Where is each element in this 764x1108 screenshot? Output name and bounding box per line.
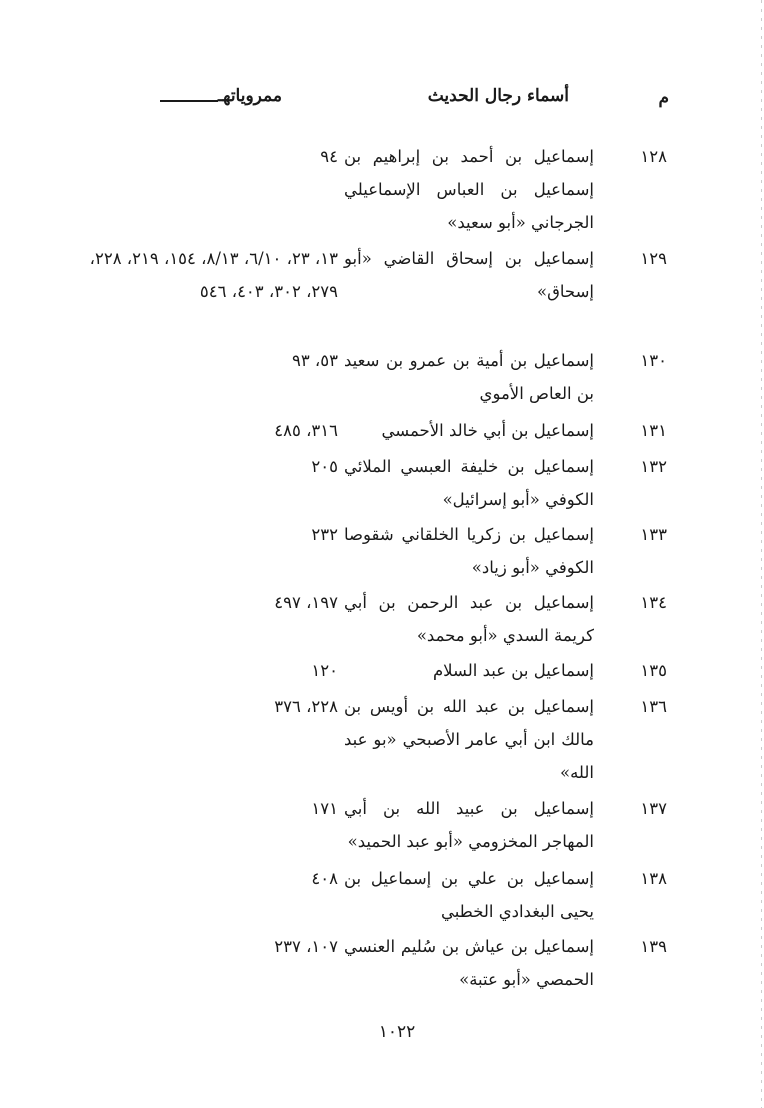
entry-number: ١٣٤: [640, 593, 667, 612]
column-header-number: م: [658, 88, 669, 108]
entry-number: ١٣٥: [640, 661, 667, 680]
header-tail-stroke: [160, 100, 218, 102]
entry-narrations: ٢٢٨، ٣٧٦: [274, 697, 338, 716]
entry-name: إسماعيل بن أحمد بن إبراهيم بن إسماعيل بن العباس الإسماعيلي الجرجاني «أبو سعيد»: [344, 147, 594, 232]
entry-narrations: ١٧١: [311, 799, 338, 818]
entry-number: ١٣٦: [640, 697, 667, 716]
entry-name: إسماعيل بن إسحاق القاضي «أبو إسحاق»: [344, 249, 594, 301]
entry-name: إسماعيل بن أمية بن عمرو بن سعيد بن العاص الأموي: [344, 351, 594, 403]
entry-number: ١٣٩: [640, 937, 667, 956]
entry-number: ١٢٩: [640, 249, 667, 268]
column-header-names: أسماء رجال الحديث: [427, 86, 569, 106]
entry-name: إسماعيل بن علي بن إسماعيل بن يحيى البغدادي الخطبي: [344, 869, 594, 921]
entry-narrations: ١٣، ٢٣، ٦/١٠، ٨/١٣، ١٥٤، ٢١٩، ٢٢٨، ٢٧٩، ٣٠٢، ٤٠٣، ٥٤٦: [89, 249, 338, 301]
entry-number: ١٣١: [640, 421, 667, 440]
header-tail-letter: م: [272, 86, 282, 106]
entry-name: إسماعيل بن زكريا الخلقاني شقوصا الكوفي «أبو زياد»: [344, 525, 594, 577]
entry-number: ١٢٨: [640, 147, 667, 166]
entry-number: ١٣٢: [640, 457, 667, 476]
entry-narrations: ٩٤: [320, 147, 338, 166]
entry-narrations: ١٢٠: [311, 661, 338, 680]
entry-number: ١٣٠: [640, 351, 667, 370]
header-narrations-text: مروياتهـ: [218, 86, 273, 106]
page-number: ١٠٢٢: [378, 1022, 416, 1042]
entry-name: إسماعيل بن عبد الله بن أويس بن مالك ابن أبي عامر الأصبحي «بو عبد الله»: [344, 697, 594, 782]
entry-narrations: ١٩٧، ٤٩٧: [274, 593, 338, 612]
entry-name: إسماعيل بن أبي خالد الأحمسي: [381, 421, 594, 440]
entry-number: ١٣٧: [640, 799, 667, 818]
entry-name: إسماعيل بن عياش بن سُليم العنسي الحمصي «أبو عتبة»: [344, 937, 594, 989]
entry-name: إسماعيل بن عبيد الله بن أبي المهاجر المخزومي «أبو عبد الحميد»: [344, 799, 594, 851]
column-header-narrations: [160, 86, 282, 106]
entry-name: إسماعيل بن عبد السلام: [432, 661, 594, 680]
entry-name: إسماعيل بن خليفة العبسي الملائي الكوفي «أبو إسرائيل»: [344, 457, 594, 509]
entry-name: إسماعيل بن عبد الرحمن بن أبي كريمة السدي «أبو محمد»: [344, 593, 594, 645]
entry-number: ١٣٣: [640, 525, 667, 544]
entry-narrations: ٥٣، ٩٣: [291, 351, 338, 370]
entry-narrations: ٤٠٨: [311, 869, 338, 888]
entry-narrations: ٣١٦، ٤٨٥: [274, 421, 338, 440]
entry-number: ١٣٨: [640, 869, 667, 888]
entry-narrations: ٢٠٥: [311, 457, 338, 476]
entry-narrations: ١٠٧، ٢٣٧: [274, 937, 338, 956]
entry-narrations: ٢٣٢: [311, 525, 338, 544]
scan-edge-divider: [761, 0, 762, 1108]
